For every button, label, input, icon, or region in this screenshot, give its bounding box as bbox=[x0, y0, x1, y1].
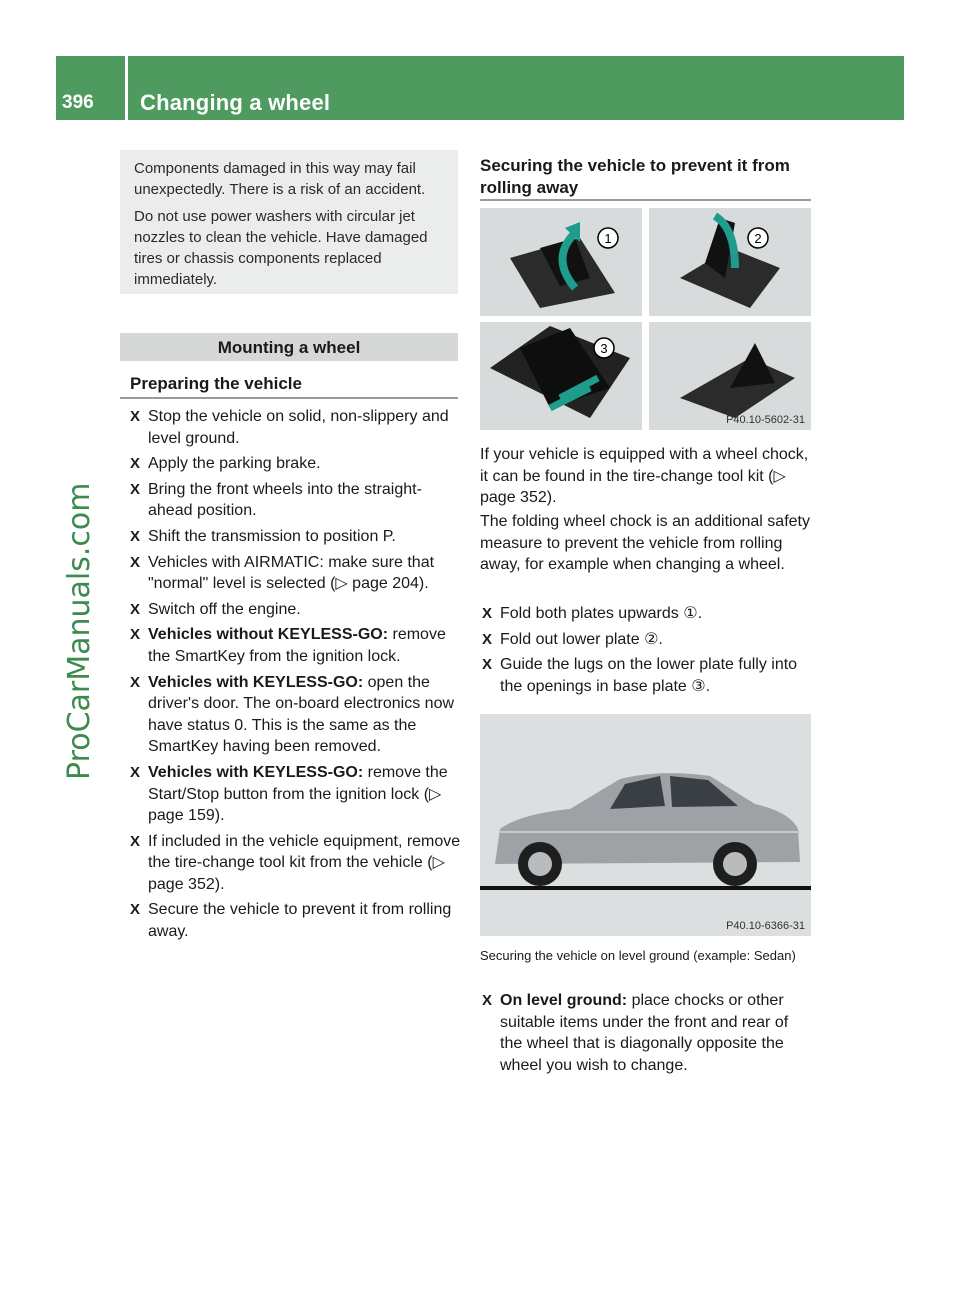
car-figure bbox=[480, 714, 811, 936]
step-marker: X bbox=[130, 480, 141, 498]
step-text: open the driver's door. The on-board electronics now have status 0. This is the same as the SmartKey having been removed. bbox=[148, 673, 455, 756]
chock-steps bbox=[476, 603, 814, 701]
step-text: Fold both plates upwards ①. bbox=[500, 605, 703, 622]
sedan-illustration bbox=[480, 714, 811, 936]
step-marker: X bbox=[130, 600, 141, 618]
list-item bbox=[476, 629, 814, 651]
step-marker: X bbox=[482, 630, 493, 648]
final-step bbox=[476, 990, 814, 1080]
list-item bbox=[124, 552, 462, 595]
subheading-preparing: Preparing the vehicle bbox=[130, 374, 302, 393]
step-marker: X bbox=[130, 553, 141, 571]
step-text: Secure the vehicle to prevent it from rolling away. bbox=[148, 901, 452, 941]
preparation-steps bbox=[124, 406, 462, 947]
step-bold-label: Vehicles with KEYLESS-GO: bbox=[148, 763, 364, 781]
step-marker: X bbox=[130, 763, 141, 781]
step-marker: X bbox=[130, 901, 141, 919]
step-bold-label: Vehicles with KEYLESS-GO: bbox=[148, 673, 364, 691]
step-text: remove the Start/Stop button from the ignition lock (▷ page 159). bbox=[148, 763, 448, 825]
figure-label-3: 3 bbox=[600, 341, 608, 356]
warning-box bbox=[120, 150, 458, 294]
list-item bbox=[124, 599, 462, 621]
warning-paragraph-2: Do not use power washers with circular jet nozzles to clean the vehicle. Have damaged tires or chassis components replaced immediately. bbox=[134, 208, 428, 288]
step-marker: X bbox=[130, 408, 141, 425]
step-marker: X bbox=[130, 832, 141, 850]
figure-label-1: 1 bbox=[604, 231, 612, 246]
watermark-text: ProCarManuals.com bbox=[62, 482, 97, 780]
figure-label-2: 2 bbox=[754, 231, 762, 246]
section-title: Mounting a wheel bbox=[217, 338, 361, 357]
step-text: Apply the parking brake. bbox=[148, 455, 321, 473]
list-item bbox=[124, 453, 462, 475]
step-text: Fold out lower plate ②. bbox=[500, 630, 663, 648]
step-text: place chocks or other suitable items under the front and rear of the wheel that is diagonally opposite the wheel you wish to change. bbox=[500, 992, 789, 1074]
intro-paragraph-2: The folding wheel chock is an additional safety measure to prevent the vehicle from rolling away, for example when changing a wheel. bbox=[480, 513, 810, 574]
wheel-chock-figure bbox=[480, 208, 811, 430]
list-item bbox=[124, 762, 462, 827]
step-marker: X bbox=[130, 626, 141, 644]
page-title: Changing a wheel bbox=[140, 90, 331, 115]
label-2-marker bbox=[748, 228, 768, 248]
list-item bbox=[124, 624, 462, 667]
step-text: Guide the lugs on the lower plate fully into the openings in base plate ③. bbox=[500, 656, 798, 695]
page-number: 396 bbox=[62, 92, 94, 113]
watermark bbox=[62, 482, 102, 820]
list-item bbox=[124, 831, 462, 896]
securing-heading: Securing the vehicle to prevent it from rolling away bbox=[480, 156, 790, 197]
securing-rule bbox=[480, 199, 811, 201]
step-marker: X bbox=[130, 527, 141, 545]
list-item bbox=[124, 406, 462, 449]
warning-paragraph-1: Components damaged in this way may fail unexpectedly. There is a risk of an accident. bbox=[134, 160, 426, 198]
section-band bbox=[120, 333, 458, 361]
step-text: Bring the front wheels into the straight-ahead position. bbox=[148, 480, 422, 520]
step-marker: X bbox=[482, 992, 493, 1009]
subheading-rule bbox=[120, 397, 458, 399]
step-text: Shift the transmission to position P. bbox=[148, 527, 396, 545]
step-marker: X bbox=[130, 673, 141, 691]
list-item bbox=[124, 479, 462, 522]
header-divider bbox=[125, 56, 128, 120]
step-marker: X bbox=[130, 455, 141, 473]
label-3-marker bbox=[594, 338, 614, 358]
step-marker: X bbox=[482, 656, 493, 674]
step-marker: X bbox=[482, 605, 493, 622]
figure-code: P40.10-6366-31 bbox=[726, 920, 805, 932]
step-text: Stop the vehicle on solid, non-slippery and level ground. bbox=[148, 408, 449, 447]
step-text: Switch off the engine. bbox=[148, 600, 301, 618]
wheel-chock-illustration bbox=[480, 208, 811, 430]
step-bold-label: Vehicles without KEYLESS-GO: bbox=[148, 626, 389, 644]
figure-caption: Securing the vehicle on level ground (example: Sedan) bbox=[480, 948, 796, 963]
list-item bbox=[476, 603, 814, 625]
list-item bbox=[476, 654, 814, 697]
label-1-marker bbox=[598, 228, 618, 248]
step-text: Vehicles with AIRMATIC: make sure that "normal" level is selected (▷ page 204). bbox=[148, 553, 435, 593]
step-text: remove the SmartKey from the ignition lock. bbox=[148, 626, 446, 665]
intro-paragraph-1: If your vehicle is equipped with a wheel chock, it can be found in the tire-change tool kit (▷ page 352). bbox=[480, 446, 809, 507]
list-item bbox=[124, 672, 462, 758]
step-text: If included in the vehicle equipment, remove the tire-change tool kit from the vehicle (▷ page 352). bbox=[148, 832, 461, 893]
list-item bbox=[124, 526, 462, 548]
list-item bbox=[124, 899, 462, 942]
list-item bbox=[476, 990, 814, 1076]
step-bold-label: On level ground: bbox=[500, 992, 628, 1009]
figure-code: P40.10-5602-31 bbox=[726, 414, 805, 426]
